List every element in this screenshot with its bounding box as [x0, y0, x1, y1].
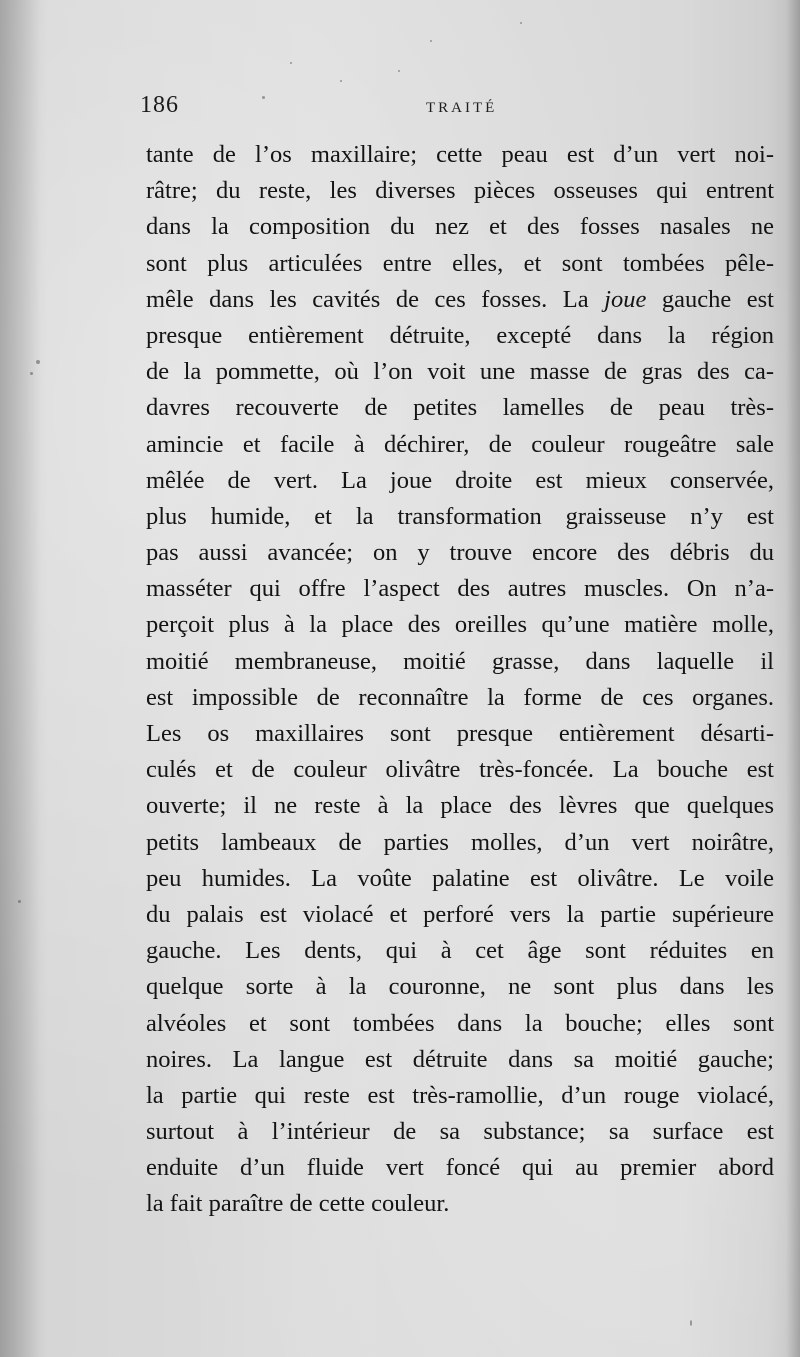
text-line: culés et de couleur olivâtre très-foncée. La bouche est: [146, 756, 774, 784]
text-line: pas aussi avancée; on y trouve encore des débris du: [146, 539, 774, 567]
text-line: ouverte; il ne reste à la place des lèvres que quelques: [146, 792, 774, 820]
paper-speck: [290, 62, 292, 64]
text-line: petits lambeaux de parties molles, d’un vert noirâtre,: [146, 828, 774, 856]
page-number: 186: [140, 92, 179, 118]
paper-speck: [430, 40, 432, 42]
text-line: de la pommette, où l’on voit une masse de gras des ca-: [146, 358, 774, 386]
page-header: [136, 92, 776, 122]
text-line: plus humide, et la transformation graisseuse n’y est: [146, 502, 774, 530]
text-line-with-italic: mêle dans les cavités de ces fosses. La joue gauche est: [146, 285, 774, 313]
text-line: dans la composition du nez et des fosses nasales ne: [146, 213, 774, 241]
text-line: presque entièrement détruite, excepté dans la région: [146, 321, 774, 349]
text-line: Les os maxillaires sont presque entièrement désarti-: [146, 720, 774, 747]
paper-speck: [690, 1320, 692, 1326]
page-shadow-right: [786, 0, 800, 1357]
text-line: amincie et facile à déchirer, de couleur rougeâtre sale: [146, 430, 774, 458]
text-line: davres recouverte de petites lamelles de peau très-: [146, 394, 774, 422]
paper-speck: [18, 900, 21, 903]
text-line: tante de l’os maxillaire; cette peau est d’un vert noi-: [146, 141, 774, 168]
body-text: [146, 137, 774, 1223]
paper-speck: [340, 80, 342, 82]
text-line: sont plus articulées entre elles, et sont tombées pêle-: [146, 249, 774, 277]
text-line: perçoit plus à la place des oreilles qu’une matière molle,: [146, 611, 774, 639]
text-line: noires. La langue est détruite dans sa moitié gauche;: [146, 1045, 774, 1073]
text-line: peu humides. La voûte palatine est olivâtre. Le voile: [146, 864, 774, 892]
text-line: mêlée de vert. La joue droite est mieux conservée,: [146, 466, 774, 494]
text-line: gauche. Les dents, qui à cet âge sont réduites en: [146, 937, 774, 965]
text-line: moitié membraneuse, moitié grasse, dans laquelle il: [146, 647, 774, 675]
text-line: surtout à l’intérieur de sa substance; sa surface est: [146, 1118, 774, 1146]
text-line: la partie qui reste est très-ramollie, d’un rouge violacé,: [146, 1081, 774, 1109]
italic-word: joue: [604, 285, 647, 313]
running-title: TRAITÉ: [426, 100, 498, 116]
paper-speck: [520, 22, 522, 24]
page-shadow-left: [0, 0, 40, 1357]
text-line: masséter qui offre l’aspect des autres muscles. On n’a-: [146, 575, 774, 603]
text-line: est impossible de reconnaître la forme de ces organes.: [146, 683, 774, 711]
text-line-last: la fait paraître de cette couleur.: [146, 1190, 450, 1218]
text-line: râtre; du reste, les diverses pièces osseuses qui entrent: [146, 177, 774, 205]
text-line: enduite d’un fluide vert foncé qui au premier abord: [146, 1154, 774, 1182]
text-line: quelque sorte à la couronne, ne sont plus dans les: [146, 973, 774, 1001]
paper-speck: [398, 70, 400, 72]
text-line: du palais est violacé et perforé vers la partie supérieure: [146, 900, 774, 928]
text-line: alvéoles et sont tombées dans la bouche; elles sont: [146, 1009, 774, 1037]
paper-speck: [30, 372, 33, 375]
paper-speck: [36, 360, 40, 364]
